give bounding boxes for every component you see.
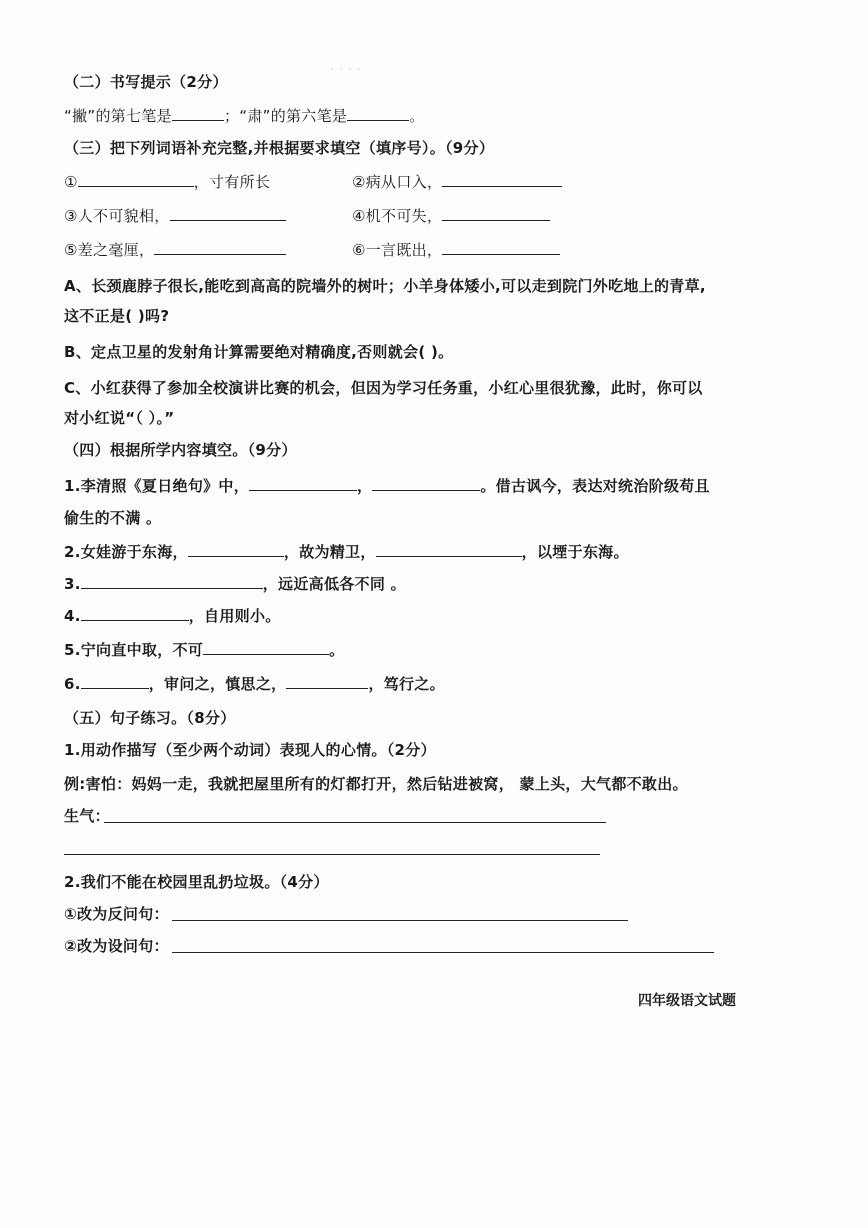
question-form-label: ②改为设问句：	[64, 937, 169, 955]
item-number: ②	[352, 173, 366, 191]
question-text: 3.	[64, 575, 81, 593]
blank[interactable]	[376, 542, 522, 557]
fill-q1	[64, 476, 710, 496]
blank[interactable]	[81, 674, 149, 689]
item-number: ⑤	[64, 241, 78, 259]
idiom-item-6	[352, 240, 560, 260]
blank[interactable]	[442, 240, 560, 255]
blank[interactable]	[249, 476, 357, 491]
blank[interactable]	[442, 172, 562, 187]
idiom-text: 一言既出，	[365, 241, 443, 259]
blank[interactable]	[442, 206, 550, 221]
item-number: ①	[64, 173, 78, 191]
question-text: ，以堙于东海。	[521, 543, 629, 561]
item-number: ③	[64, 207, 78, 225]
section2-text-c: 。	[409, 107, 425, 125]
sentence-q1: 1.用动作描写（至少两个动词）表现人的心情。（2分）	[64, 741, 436, 759]
fill-q2	[64, 542, 629, 562]
answer-line[interactable]	[172, 920, 628, 921]
blank[interactable]	[78, 172, 194, 187]
question-text: ，远近高低各不同 。	[262, 575, 406, 593]
blank[interactable]	[188, 542, 284, 557]
question-a-line2: 这不正是( )吗?	[64, 307, 170, 325]
question-text: ，笃行之。	[368, 675, 445, 693]
section5-heading: （五）句子练习。（8分）	[64, 709, 236, 727]
sentence-example: 例:害怕：妈妈一走，我就把屋里所有的灯都打开，然后钻进被窝， 蒙上头，大气都不敢出。	[64, 775, 688, 793]
fill-q4	[64, 606, 281, 626]
question-text: 6.	[64, 675, 81, 693]
question-text: 4.	[64, 607, 81, 625]
question-c-line1: C、小红获得了参加全校演讲比赛的机会，但因为学习任务重，小红心里很犹豫，此时，你可以	[64, 379, 703, 397]
idiom-text: 机不可失，	[365, 207, 443, 225]
answer-line[interactable]	[172, 952, 714, 953]
idiom-text: 病从口入，	[365, 173, 443, 191]
idiom-text: ，寸有所长	[193, 173, 271, 191]
fill-q1-cont: 偷生的不满 。	[64, 509, 162, 527]
bleed-through-text: · · · ·	[330, 62, 362, 78]
section4-heading: （四）根据所学内容填空。（9分）	[64, 441, 297, 459]
page-footer: 四年级语文试题	[638, 993, 736, 1009]
question-text: ，自用则小。	[188, 607, 281, 625]
blank[interactable]	[81, 574, 263, 589]
answer-line[interactable]	[104, 822, 606, 823]
sentence-q2: 2.我们不能在校园里乱扔垃圾。（4分）	[64, 873, 329, 891]
blank[interactable]	[203, 640, 329, 655]
answer-line[interactable]	[64, 854, 600, 855]
question-text: 1.李清照《夏日绝句》中，	[64, 477, 250, 495]
idiom-item-5	[64, 240, 286, 260]
question-text: 。	[329, 641, 345, 659]
idiom-item-2	[352, 172, 562, 192]
blank[interactable]	[154, 240, 286, 255]
blank[interactable]	[286, 674, 368, 689]
fill-q3	[64, 574, 406, 594]
blank[interactable]	[81, 606, 189, 621]
question-text: 5.宁向直中取，不可	[64, 641, 204, 659]
idiom-text: 差之毫厘，	[77, 241, 155, 259]
blank[interactable]	[372, 476, 480, 491]
section2-text-a: “撇”的第七笔是	[64, 107, 172, 125]
section2-heading: （二）书写提示（2分）	[64, 73, 228, 91]
idiom-item-1	[64, 172, 270, 192]
section2-question	[64, 106, 425, 126]
question-b: B、定点卫星的发射角计算需要绝对精确度,否则就会( )。	[64, 343, 454, 361]
idiom-text: 人不可貌相，	[77, 207, 170, 225]
question-a-line1: A、长颈鹿脖子很长,能吃到高高的院墙外的树叶；小羊身体矮小,可以走到院门外吃地上的青草,	[64, 277, 706, 295]
idiom-item-3	[64, 206, 286, 226]
question-text: 。借古讽今，表达对统治阶级苟且	[480, 477, 710, 495]
fill-q6	[64, 674, 445, 694]
rhetorical-label: ①改为反问句：	[64, 905, 169, 923]
angry-label: 生气：	[64, 807, 110, 825]
blank[interactable]	[172, 106, 224, 121]
section2-text-b: ；“肃”的第六笔是	[223, 107, 348, 125]
fill-q5	[64, 640, 344, 660]
question-text: ，	[357, 477, 373, 495]
question-c-line2: 对小红说“（ ）。”	[64, 409, 175, 427]
section3-heading: （三）把下列词语补充完整,并根据要求填空（填序号）。（9分）	[64, 139, 495, 157]
item-number: ⑥	[352, 241, 366, 259]
question-text: 2.女娃游于东海，	[64, 543, 188, 561]
question-text: ，故为精卫，	[283, 543, 376, 561]
blank[interactable]	[347, 106, 409, 121]
blank[interactable]	[170, 206, 286, 221]
idiom-item-4	[352, 206, 550, 226]
item-number: ④	[352, 207, 366, 225]
question-text: ，审问之，慎思之，	[148, 675, 287, 693]
